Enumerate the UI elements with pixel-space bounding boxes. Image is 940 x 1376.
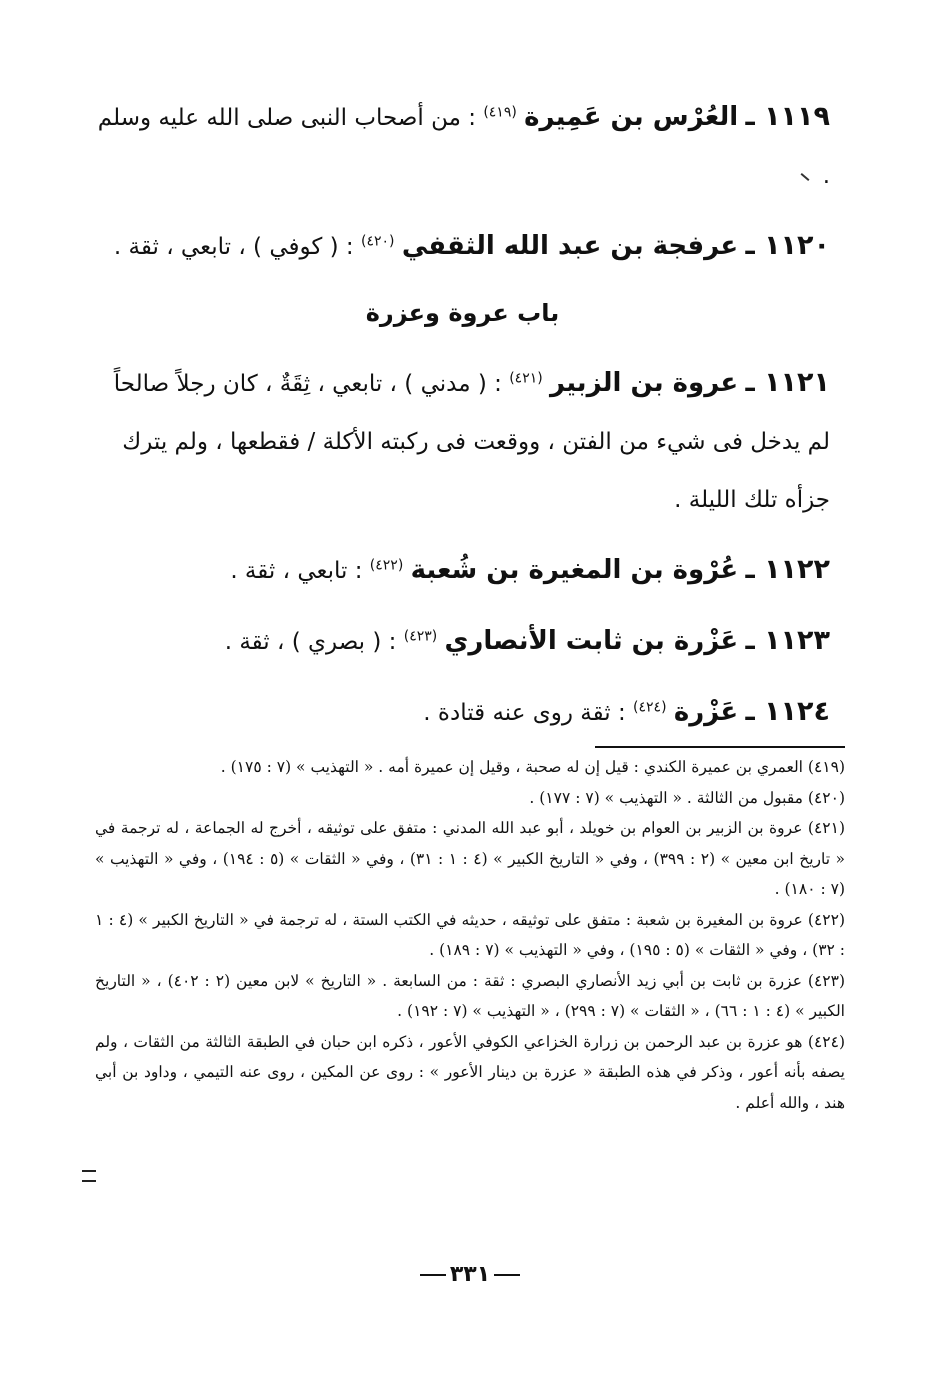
footnotes-section: [95, 752, 845, 1118]
entry-1121: [95, 354, 830, 529]
entry-text: : ( بصري ) ، ثقة .: [224, 629, 397, 655]
footnote-419: (٤١٩) العمري بن عميرة الكندي : قيل إن له صحبة ، وقيل إن عميرة أمه . « التهذيب » (٧ : ١٧٥) .: [220, 758, 845, 776]
footnote-421: (٤٢١) عروة بن الزبير بن العوام بن خويلد ، أبو عبد الله المدني : متفق على توثيقه ، أخرج له الجماعة ، له ترجمة في « تاريخ ابن معين » (٢ : ٣٩٩) ، وفي « التاريخ الكبير » (٤ : ١ : ٣١) ، وفي « الثقات » (٥ : ١٩٤) ، وفي « التهذيب » (٧ : ١٨٠) .: [95, 819, 845, 898]
chapter-heading: باب عروة وعزرة: [365, 299, 560, 327]
entry-1122: [95, 541, 830, 600]
entry-text: : ( مدني ) ، تابعي ، ثِقَةٌ ، كان رجلاً صالحاً لم يدخل فى شيء من الفتن ، ووقعت فى ركبته الأكلة / فقطعها ، ولم يترك جزأه تلك الليلة .: [113, 371, 830, 513]
footnote-420: (٤٢٠) مقبول من الثالثة . « التهذيب » (٧ : ١٧٧) .: [529, 788, 845, 807]
entry-number: ١١٢٠ ـ: [745, 230, 830, 261]
entry-name: عَزْرة: [673, 697, 739, 727]
footnote-ref: (٤٢١): [509, 370, 543, 387]
footnote-ref: (٤٢٠): [361, 233, 395, 250]
entry-name: عروة بن الزبير: [550, 368, 739, 398]
footnote-ref: (٤٢٢): [369, 557, 404, 574]
entry-number: ١١٢٣ ـ: [745, 625, 830, 656]
margin-mark: [82, 1170, 96, 1182]
footnote-ref: (٤٢٣): [403, 628, 438, 645]
entry-1119: [95, 88, 830, 205]
footnote-423: (٤٢٣) عزرة بن ثابت بن أبي زيد الأنصاري البصري : ثقة : من السابعة . « التاريخ » لابن معين (٢ : ٤٠٢) ، « التاريخ الكبير » (٤ : ١ : ٦٦) ، « الثقات » (٧ : ٢٩٩) ، « التهذيب » (٧ : ١٩٢) .: [95, 971, 845, 1020]
entry-number: ١١١٩ ـ: [745, 101, 830, 132]
entry-text: : من أصحاب النبى صلى الله عليه وسلم .: [97, 105, 830, 189]
entry-number: ١١٢٤ ـ: [745, 696, 830, 727]
entries-section: [95, 88, 830, 754]
entry-text: : ثقة روى عنه قتادة .: [423, 700, 626, 726]
entry-text: : تابعي ، ثقة .: [230, 558, 363, 584]
entry-name: عَزْرة بن ثابت الأنصاري: [444, 626, 739, 656]
page-number: [0, 1262, 940, 1287]
entry-number: ١١٢١ ـ: [745, 367, 830, 398]
footnote-422: (٤٢٢) عروة بن المغيرة بن شعبة : متفق على توثيقه ، حديثه في الكتب الستة ، له ترجمة في « التاريخ الكبير » (٤ : ١ : ٣٢) ، وفي « الثقات » (٥ : ١٩٥) ، وفي « التهذيب » (٧ : ١٨٩) .: [95, 910, 846, 959]
footnote-ref: (٤١٩): [483, 104, 517, 121]
entry-number: ١١٢٢ ـ: [745, 554, 830, 585]
entry-name: عُرْوة بن المغيرة بن شُعبة: [410, 555, 739, 585]
footnote-ref: (٤٢٤): [633, 699, 667, 716]
footnote-separator: [595, 746, 845, 748]
entry-text: : ( كوفي ) ، تابعي ، ثقة .: [113, 234, 354, 260]
page-number-dash-right: [494, 1274, 520, 1276]
entry-name: العُرْس بن عَمِيرة: [524, 102, 739, 132]
entry-1123: [95, 612, 830, 671]
page-number-dash-left: [420, 1274, 446, 1276]
entry-1124: [95, 683, 830, 742]
entry-name: عرفجة بن عبد الله الثقفي: [401, 231, 739, 261]
page-number-value: ٣٣١: [449, 1262, 491, 1287]
footnote-424: (٤٢٤) هو عزرة بن عبد الرحمن بن زرارة الخزاعي الكوفي الأعور ، ذكره ابن حبان في الطبقة الثالثة من الثقات ، ولم يصفه بأنه أعور ، وذكر في هذه الطبقة « عزرة بن دينار الأعور » : روى عن المكين ، روى عنه التيمي ، وداود بن أبي هند ، والله أعلم .: [95, 1032, 845, 1112]
entry-1120: [95, 217, 830, 276]
